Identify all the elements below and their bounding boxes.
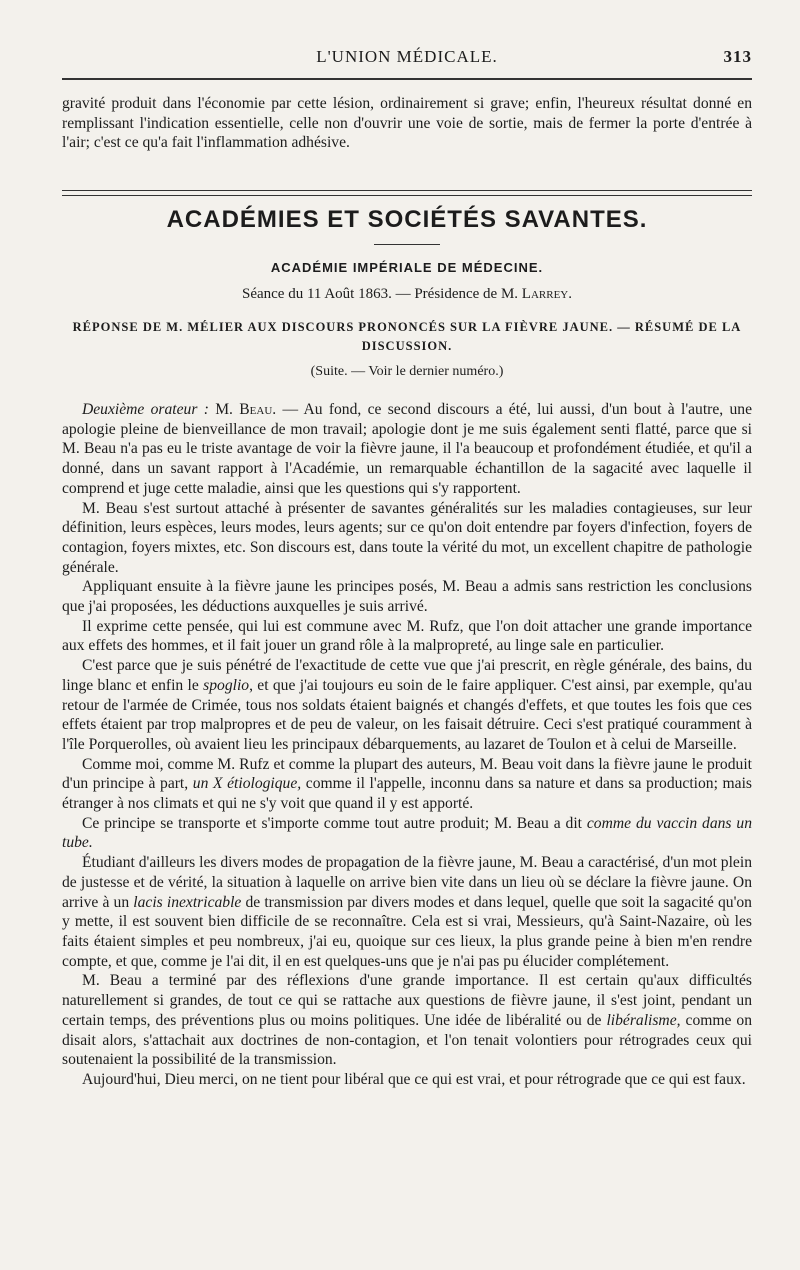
academy-subtitle: ACADÉMIE IMPÉRIALE DE MÉDECINE.	[270, 260, 544, 275]
paragraph-5-b: , et que j'ai toujours eu soin de le faire appliquer. C'est ainsi, par exemple, qu'au retour de l'armée de Crimée, tous nos soldats étaient baignés et changés d'effets, et que toutes les fois que ces effets étaient par trop malpropres et de peu de valeur, on les faisait détruire. Ceci s'est pratiqué couramment à l'île Porquerolles, où avaient lieu les principaux débarquements, au lazaret de Toulon et à celui de Marseille.	[62, 676, 752, 753]
paragraph-9-italic: libéralisme,	[606, 1011, 681, 1029]
paragraph-7-a: Ce principe se transporte et s'importe comme tout autre produit; M. Beau a dit	[82, 814, 587, 832]
paragraph-10: Aujourd'hui, Dieu merci, on ne tient pour libéral que ce qui est vrai, et pour rétrograde que ce qui est faux.	[82, 1070, 746, 1088]
paragraph-9-b: comme on disait alors, s'attachait aux doctrines de non-contagion, et l'on tenait volontiers pour rétrogrades ceux qui soutenaient la possibilité de la transmission.	[62, 1011, 752, 1069]
paragraph-7-italic: comme du vaccin dans un tube.	[62, 814, 752, 852]
intro-paragraph: gravité produit dans l'économie par cette lésion, ordinairement si grave; enfin, l'heureux résultat donné en remplissant l'indication essentielle, celle non d'ouvrir une voie de sortie, mais de fermer la porte d'entrée à l'air; c'est ce qu'a fait l'inflammation adhésive.	[62, 95, 752, 152]
session-president: Larrey	[521, 286, 569, 302]
section-title: ACADÉMIES ET SOCIÉTÉS SAVANTES.	[166, 206, 648, 233]
paragraph-8-b: de transmission par divers modes et dans lequel, quelle que soit la sagacité qu'on y mette, il est souvent bien difficile de se reconnaître. Cela est si vrai, Messieurs, qu'à Saint-Nazaire, où les faits étaient simples et peu nombreux, j'ai eu, quoique sur ces lieux, la plus grande peine à bien m'en rendre compte, et que, comme je l'ai dit, il en est quelques-uns que je n'ai pas pu élucider complétement.	[62, 893, 752, 970]
paragraph-6-italic: un X étiologique,	[192, 775, 302, 793]
reply-title: RÉPONSE DE M. MÉLIER AUX DISCOURS PRONONCÉS SUR LA FIÈVRE JAUNE. — RÉSUMÉ DE LA DISCUSSION.	[72, 320, 742, 353]
session-line	[62, 286, 752, 303]
paragraph-8-a: Étudiant d'ailleurs les divers modes de propagation de la fièvre jaune, M. Beau a caractérisé, d'un mot plein de justesse et de vérité, la situation à laquelle on arrive bien vite dans un lieu où se déclare la fièvre jaune. On arrive à un	[62, 854, 752, 911]
paragraph-6-b: comme il l'appelle, inconnu dans sa nature et dans sa production; mais étranger à nos climats et qui ne s'y voit que quand il y est apporté.	[62, 775, 752, 813]
running-title: L'UNION MÉDICALE.	[316, 47, 498, 66]
paragraph-1	[62, 400, 752, 499]
section-double-rule	[62, 190, 752, 196]
paragraph-9-a: M. Beau a terminé par des réflexions d'une grande importance. Il est certain qu'aux difficultés naturellement si grandes, de tout ce qui se rattache aux questions de fièvre jaune, il s'est joint, pendant un certain temps, des préventions plus ou moins politiques. Une idée de libéralité ou de	[62, 972, 752, 1029]
paragraph-6-a: Comme moi, comme M. Rufz et comme la plupart des auteurs, M. Beau voit dans la fièvre jaune le produit d'un principe à part,	[62, 755, 752, 793]
session-suffix: .	[568, 286, 572, 302]
paragraph-5	[62, 656, 752, 755]
suite-note: (Suite. — Voir le dernier numéro.)	[310, 364, 504, 379]
session-prefix: Séance du 11 Août 1863. — Présidence de M.	[241, 286, 522, 302]
paragraph-9	[62, 971, 752, 1070]
paragraph-6	[62, 755, 752, 814]
article-body	[62, 400, 752, 1090]
orator-label: Deuxième orateur :	[82, 401, 209, 418]
running-header	[62, 44, 752, 70]
paragraph-1-text: — Au fond, ce second discours a été, lui aussi, d'un bout à l'autre, une apologie pleine de bienveillance de mon travail; apologie dont je me suis également senti flatté, parce que si M. Beau n'a pas eu le triste avantage de voir la fièvre jaune, il l'a beaucoup et profondément étudiée, et qu'il a donné, dans un savant rapport à l'Académie, un remarquable échantillon de la sagacité avec laquelle il comprend et juge cette maladie, ainsi que les questions qui s'y rapportent.	[62, 401, 753, 497]
paragraph-8-italic: lacis inextricable	[133, 893, 242, 911]
page-number: 313	[723, 47, 752, 66]
orator-name: M. Beau.	[208, 401, 277, 418]
paragraph-2: M. Beau s'est surtout attaché à présenter de savantes généralités sur les maladies contagieuses, sur leur définition, leurs espèces, leurs modes, leurs agents; sur ce qu'on doit entendre par foyers d'infection, foyers de contagion, foyers mixtes, etc. Son discours est, dans toute la vérité du mot, un excellent chapitre de pathologie générale.	[62, 499, 752, 576]
paragraph-5-a: C'est parce que je suis pénétré de l'exactitude de cette vue que j'ai prescrit, en règle générale, des bains, du linge blanc et enfin le	[62, 657, 752, 694]
paragraph-8	[62, 853, 752, 971]
header-rule	[62, 78, 752, 80]
paragraph-4: Il exprime cette pensée, qui lui est commune avec M. Rufz, que l'on doit attacher une grande importance aux effets des hommes, et il fait jouer un grand rôle à la malpropreté, au linge sale en particulier.	[62, 617, 752, 655]
title-short-rule	[374, 244, 440, 245]
paragraph-7	[62, 814, 752, 853]
paragraph-5-italic: spoglio	[203, 676, 250, 694]
paragraph-3: Appliquant ensuite à la fièvre jaune les principes posés, M. Beau a admis sans restriction les conclusions que j'ai proposées, les déductions auxquelles je suis arrivé.	[62, 578, 752, 616]
